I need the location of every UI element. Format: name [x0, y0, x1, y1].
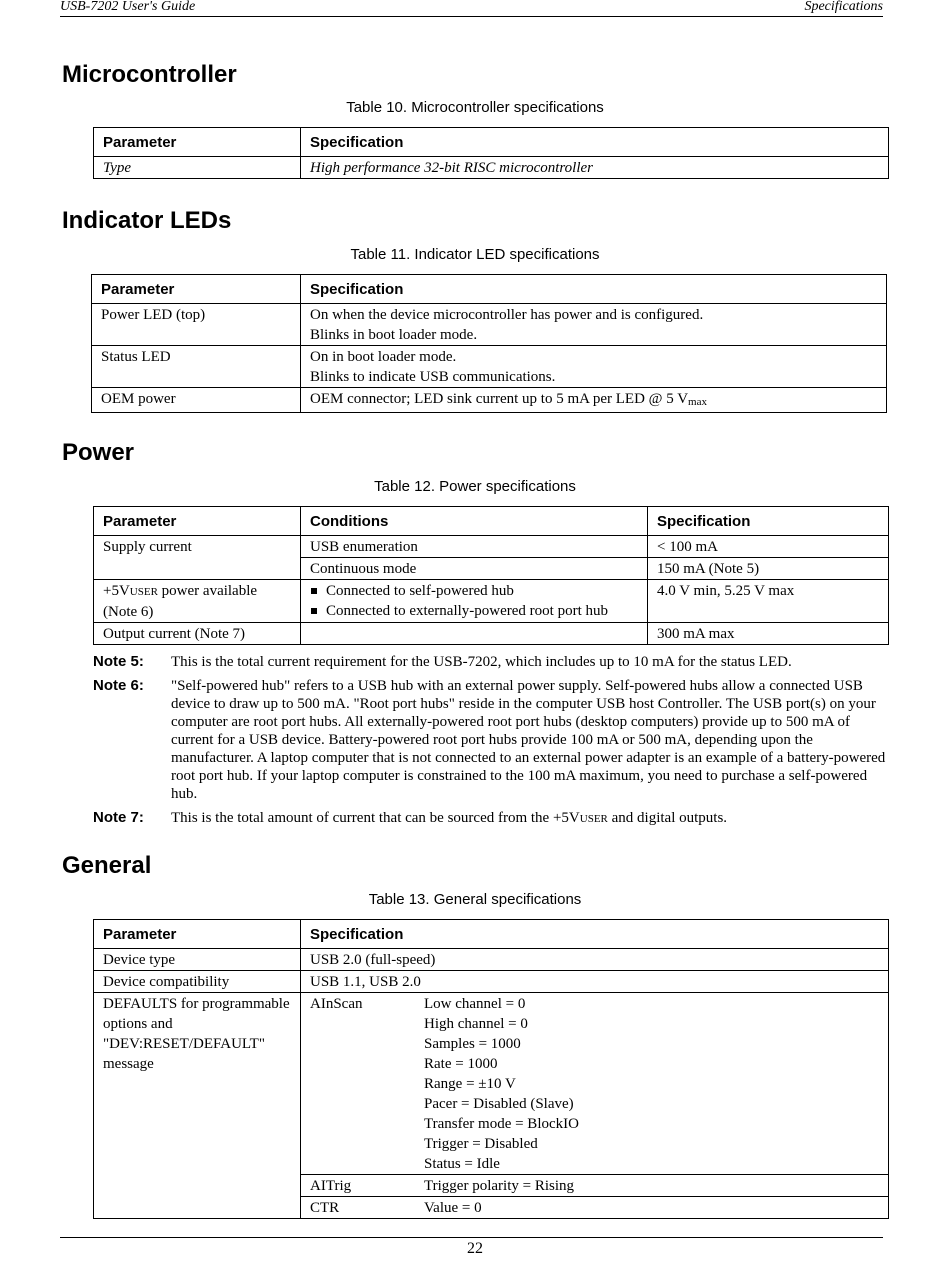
defaults-group-name: AITrig — [310, 1178, 352, 1194]
table-row — [94, 949, 889, 971]
bullet-item: Connected to self-powered hub — [310, 581, 638, 601]
table-row — [94, 536, 889, 558]
col-header-parameter: Parameter — [94, 920, 301, 949]
caption-table-12: Table 12. Power specifications — [374, 478, 576, 495]
note-6 — [93, 677, 890, 803]
cell-param: Status LED — [92, 346, 301, 388]
table-row — [94, 157, 889, 179]
cell-spec: USB 1.1, USB 2.0 — [301, 971, 889, 993]
col-header-specification: Specification — [648, 507, 889, 536]
default-value: Samples = 1000 — [424, 1036, 521, 1052]
note-label: Note 6: — [93, 677, 144, 694]
spec-line: On in boot loader mode. — [310, 349, 457, 365]
cell-param: Type — [94, 157, 301, 179]
note-label: Note 7: — [93, 809, 144, 826]
col-header-specification: Specification — [301, 920, 889, 949]
spec-line: On when the device microcontroller has power and is configured. — [310, 307, 704, 323]
default-value: Low channel = 0 — [424, 996, 526, 1012]
table-header-row — [94, 128, 889, 157]
heading-indicator-leds: Indicator LEDs — [62, 207, 232, 234]
page-number: 22 — [467, 1240, 483, 1257]
cell-param: Device compatibility — [94, 971, 301, 993]
cell-defaults-aitrig — [301, 1175, 889, 1197]
cell-param: Supply current — [94, 536, 301, 580]
note-text: This is the total amount of current that can be sourced from the +5VUSER and digital outputs. — [171, 810, 728, 826]
caption-table-10: Table 10. Microcontroller specifications — [346, 99, 604, 116]
heading-general: General — [62, 852, 152, 879]
heading-microcontroller: Microcontroller — [62, 61, 237, 88]
spec-subscript: max — [688, 396, 707, 408]
spec-line: Blinks to indicate USB communications. — [310, 369, 556, 385]
col-header-parameter: Parameter — [94, 507, 301, 536]
cell-spec: 150 mA (Note 5) — [648, 558, 889, 580]
default-value: Trigger = Disabled — [424, 1136, 538, 1152]
cell-spec: 4.0 V min, 5.25 V max — [648, 580, 889, 623]
default-value: Rate = 1000 — [424, 1056, 498, 1072]
note-7 — [93, 809, 890, 828]
cell-param: Output current (Note 7) — [94, 623, 301, 645]
cell-spec — [301, 304, 887, 346]
table-row — [94, 623, 889, 645]
param-line: (Note 6) — [103, 604, 154, 620]
cell-spec: USB 2.0 (full-speed) — [301, 949, 889, 971]
cell-conditions: USB enumeration — [301, 536, 648, 558]
cell-spec: < 100 mA — [648, 536, 889, 558]
param-line: +5VUSER power available — [103, 583, 258, 599]
default-value: Status = Idle — [424, 1156, 500, 1172]
header-section-title: Specifications — [804, 0, 883, 14]
table-row — [94, 580, 889, 623]
cell-param: Power LED (top) — [92, 304, 301, 346]
table-general — [93, 919, 889, 1219]
cell-conditions: Continuous mode — [301, 558, 648, 580]
default-value: Pacer = Disabled (Slave) — [424, 1096, 574, 1112]
col-header-parameter: Parameter — [94, 128, 301, 157]
cell-spec: 300 mA max — [648, 623, 889, 645]
cell-conditions — [301, 623, 648, 645]
header-doc-title: USB-7202 User's Guide — [60, 0, 196, 14]
note-label: Note 5: — [93, 653, 144, 670]
cell-param — [94, 580, 301, 623]
note-text: "Self-powered hub" refers to a USB hub with an external power supply. Self-powered hubs allow a connected USB device to draw up to 500 mA. "Root port hubs" reside in the computer USB host Controller. The USB port(s) on your computer are root port hubs. All externally-powered root port hubs (desktop computers) provide up to 500 mA of current for a USB device. Battery-powered root port hubs provide 100 mA or 500 mA, depending upon the manufacturer. A laptop computer that is not connected to an external power adapter is an example of a battery-powered root port hub. If your laptop computer is constrained to the 100 mA maximum, you need to purchase a self-powered hub. — [171, 678, 886, 802]
cell-spec — [301, 388, 887, 413]
default-value: Trigger polarity = Rising — [424, 1178, 574, 1194]
cell-conditions — [301, 580, 648, 623]
table-row — [94, 993, 889, 1175]
caption-table-13: Table 13. General specifications — [368, 891, 582, 908]
spec-line: Blinks in boot loader mode. — [310, 327, 478, 343]
default-value: Range = ±10 V — [424, 1076, 516, 1092]
heading-power: Power — [62, 439, 135, 466]
cell-param: OEM power — [92, 388, 301, 413]
default-value: Transfer mode = BlockIO — [424, 1116, 579, 1132]
col-header-specification: Specification — [301, 275, 887, 304]
table-row — [92, 388, 887, 413]
cell-spec: High performance 32-bit RISC microcontroller — [301, 157, 889, 179]
footer-rule — [60, 1237, 883, 1238]
defaults-group-name: AInScan — [310, 996, 363, 1012]
table-header-row — [92, 275, 887, 304]
default-value: Value = 0 — [424, 1200, 482, 1216]
table-power — [93, 506, 889, 645]
default-value: High channel = 0 — [424, 1016, 528, 1032]
cell-param: DEFAULTS for programmable options and "DEV:RESET/DEFAULT" message — [94, 993, 301, 1219]
col-header-parameter: Parameter — [92, 275, 301, 304]
table-indicator-leds — [91, 274, 887, 413]
table-row — [92, 304, 887, 346]
note-5 — [93, 653, 890, 671]
table-microcontroller — [93, 127, 889, 179]
table-header-row — [94, 507, 889, 536]
table-row — [94, 971, 889, 993]
defaults-group-name: CTR — [310, 1200, 340, 1216]
cell-spec — [301, 346, 887, 388]
spec-text: OEM connector; LED sink current up to 5 mA per LED @ 5 V — [310, 391, 689, 407]
cell-defaults-ainscan — [301, 993, 889, 1175]
caption-table-11: Table 11. Indicator LED specifications — [350, 246, 600, 263]
defaults-values — [424, 994, 879, 1174]
note-text: This is the total current requirement for the USB-7202, which includes up to 10 mA for the status LED. — [171, 654, 792, 670]
col-header-specification: Specification — [301, 128, 889, 157]
col-header-conditions: Conditions — [301, 507, 648, 536]
cell-param: Device type — [94, 949, 301, 971]
table-header-row — [94, 920, 889, 949]
running-header — [60, 0, 883, 17]
cell-defaults-ctr — [301, 1197, 889, 1219]
table-row — [92, 346, 887, 388]
bullet-item: Connected to externally-powered root port hub — [310, 601, 638, 621]
